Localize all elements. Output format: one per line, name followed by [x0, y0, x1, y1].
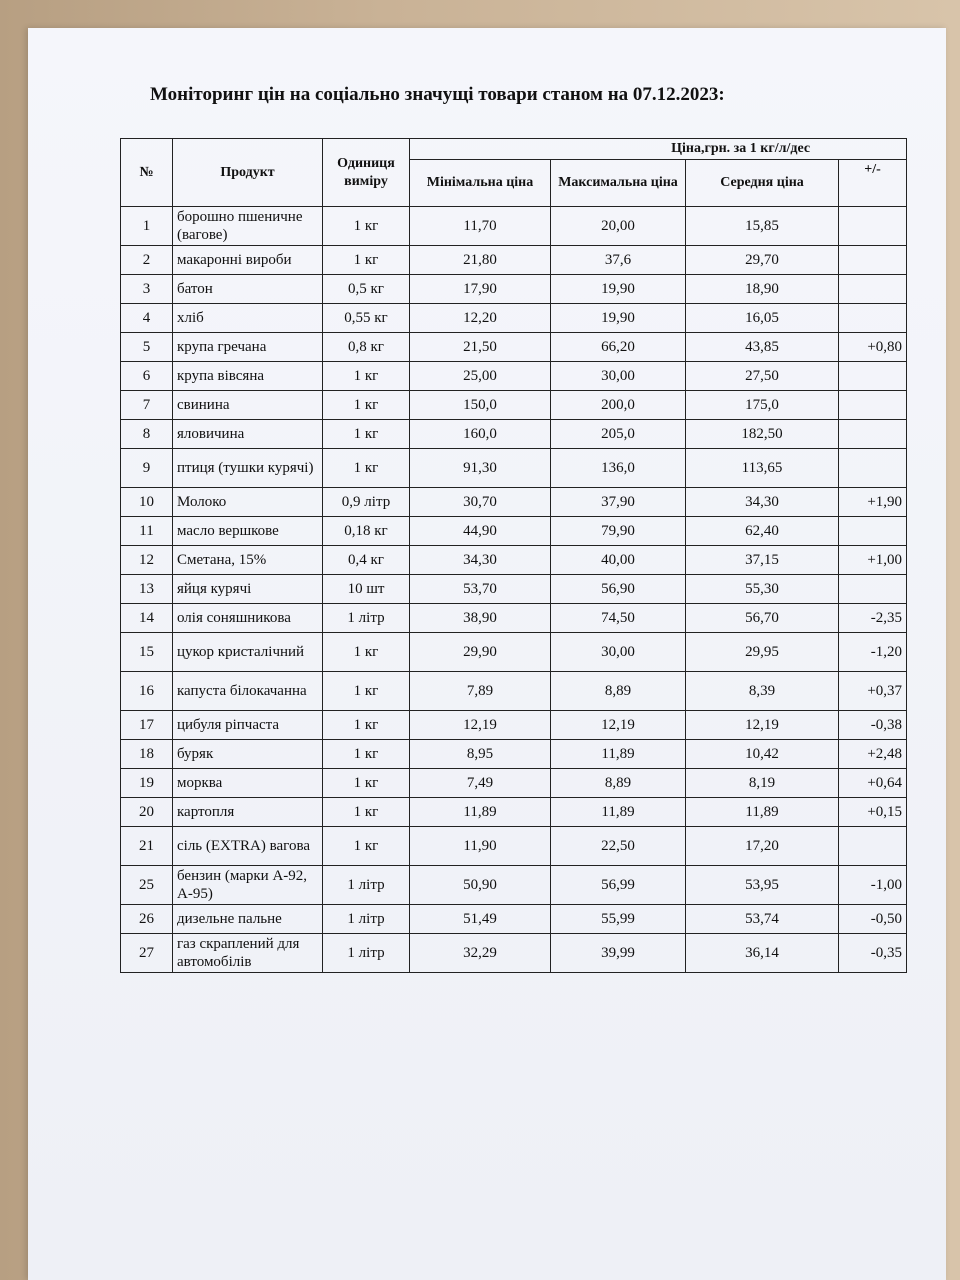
row-avg-price: 62,40 [686, 517, 839, 546]
row-product: буряк [173, 740, 323, 769]
row-number: 21 [121, 827, 173, 866]
row-number: 12 [121, 546, 173, 575]
table-row [121, 333, 907, 362]
row-product: свинина [173, 391, 323, 420]
row-min-price: 7,89 [410, 672, 551, 711]
row-product: хліб [173, 304, 323, 333]
header-number: № [121, 139, 173, 207]
row-number: 19 [121, 769, 173, 798]
row-min-price: 21,50 [410, 333, 551, 362]
row-change: +2,48 [839, 740, 907, 769]
row-avg-price: 55,30 [686, 575, 839, 604]
row-product: сіль (EXTRA) вагова [173, 827, 323, 866]
row-change [839, 207, 907, 246]
row-max-price: 19,90 [551, 275, 686, 304]
row-number: 16 [121, 672, 173, 711]
row-unit: 0,8 кг [323, 333, 410, 362]
row-min-price: 50,90 [410, 866, 551, 905]
row-number: 18 [121, 740, 173, 769]
table-row [121, 488, 907, 517]
row-avg-price: 17,20 [686, 827, 839, 866]
row-unit: 1 літр [323, 604, 410, 633]
row-min-price: 53,70 [410, 575, 551, 604]
table-row [121, 449, 907, 488]
header-product: Продукт [173, 139, 323, 207]
row-change [839, 575, 907, 604]
row-product: макаронні вироби [173, 246, 323, 275]
table-row [121, 827, 907, 866]
table-row [121, 798, 907, 827]
row-avg-price: 113,65 [686, 449, 839, 488]
row-max-price: 30,00 [551, 362, 686, 391]
row-product: крупа гречана [173, 333, 323, 362]
row-number: 17 [121, 711, 173, 740]
row-product: батон [173, 275, 323, 304]
row-min-price: 11,89 [410, 798, 551, 827]
row-unit: 1 кг [323, 798, 410, 827]
row-min-price: 21,80 [410, 246, 551, 275]
row-number: 25 [121, 866, 173, 905]
table-body [121, 207, 907, 973]
row-change: +0,37 [839, 672, 907, 711]
table-row [121, 246, 907, 275]
row-unit: 0,18 кг [323, 517, 410, 546]
table-row [121, 391, 907, 420]
table-row [121, 575, 907, 604]
row-min-price: 7,49 [410, 769, 551, 798]
table-row [121, 672, 907, 711]
row-min-price: 8,95 [410, 740, 551, 769]
row-number: 8 [121, 420, 173, 449]
row-product: капуста білокачанна [173, 672, 323, 711]
row-avg-price: 11,89 [686, 798, 839, 827]
row-max-price: 11,89 [551, 798, 686, 827]
table-row [121, 604, 907, 633]
row-number: 5 [121, 333, 173, 362]
row-avg-price: 53,74 [686, 905, 839, 934]
document-title: Моніторинг цін на соціально значущі товари станом на 07.12.2023: [150, 84, 725, 105]
row-min-price: 150,0 [410, 391, 551, 420]
table-row [121, 207, 907, 246]
table-row [121, 740, 907, 769]
row-avg-price: 15,85 [686, 207, 839, 246]
row-number: 4 [121, 304, 173, 333]
row-max-price: 37,90 [551, 488, 686, 517]
row-max-price: 74,50 [551, 604, 686, 633]
row-max-price: 136,0 [551, 449, 686, 488]
row-change: +0,64 [839, 769, 907, 798]
row-change [839, 275, 907, 304]
row-min-price: 11,90 [410, 827, 551, 866]
row-change [839, 362, 907, 391]
table-row [121, 362, 907, 391]
row-product: яловичина [173, 420, 323, 449]
row-avg-price: 43,85 [686, 333, 839, 362]
row-product: олія соняшникова [173, 604, 323, 633]
row-max-price: 66,20 [551, 333, 686, 362]
row-number: 13 [121, 575, 173, 604]
row-product: Молоко [173, 488, 323, 517]
table-row [121, 517, 907, 546]
header-avg-price: Середня ціна [686, 160, 839, 207]
header-min-price: Мінімальна ціна [410, 160, 551, 207]
row-max-price: 40,00 [551, 546, 686, 575]
row-max-price: 19,90 [551, 304, 686, 333]
row-max-price: 8,89 [551, 769, 686, 798]
row-change: +0,80 [839, 333, 907, 362]
row-change: +0,15 [839, 798, 907, 827]
row-min-price: 12,19 [410, 711, 551, 740]
row-max-price: 11,89 [551, 740, 686, 769]
row-max-price: 37,6 [551, 246, 686, 275]
row-product: морква [173, 769, 323, 798]
row-unit: 1 кг [323, 711, 410, 740]
row-change: -0,50 [839, 905, 907, 934]
row-product: борошно пшеничне (вагове) [173, 207, 323, 246]
row-min-price: 25,00 [410, 362, 551, 391]
row-avg-price: 36,14 [686, 934, 839, 973]
row-unit: 1 літр [323, 866, 410, 905]
row-min-price: 38,90 [410, 604, 551, 633]
row-change [839, 517, 907, 546]
row-avg-price: 34,30 [686, 488, 839, 517]
row-unit: 1 літр [323, 934, 410, 973]
header-unit: Одиниця виміру [323, 139, 410, 207]
table-row [121, 934, 907, 973]
row-number: 2 [121, 246, 173, 275]
row-change [839, 449, 907, 488]
row-product: яйця курячі [173, 575, 323, 604]
row-change: +1,90 [839, 488, 907, 517]
row-unit: 1 кг [323, 391, 410, 420]
row-max-price: 12,19 [551, 711, 686, 740]
row-unit: 1 кг [323, 246, 410, 275]
row-change [839, 246, 907, 275]
header-change: +/- [839, 160, 907, 207]
row-max-price: 30,00 [551, 633, 686, 672]
row-avg-price: 29,95 [686, 633, 839, 672]
row-number: 20 [121, 798, 173, 827]
row-product: птиця (тушки курячі) [173, 449, 323, 488]
row-number: 27 [121, 934, 173, 973]
row-avg-price: 56,70 [686, 604, 839, 633]
table-row [121, 769, 907, 798]
row-product: картопля [173, 798, 323, 827]
row-number: 14 [121, 604, 173, 633]
row-change: -2,35 [839, 604, 907, 633]
row-unit: 10 шт [323, 575, 410, 604]
row-avg-price: 29,70 [686, 246, 839, 275]
row-change: -1,20 [839, 633, 907, 672]
row-min-price: 34,30 [410, 546, 551, 575]
row-number: 11 [121, 517, 173, 546]
row-number: 1 [121, 207, 173, 246]
row-min-price: 160,0 [410, 420, 551, 449]
row-min-price: 30,70 [410, 488, 551, 517]
row-number: 10 [121, 488, 173, 517]
table-row [121, 546, 907, 575]
row-number: 15 [121, 633, 173, 672]
row-product: масло вершкове [173, 517, 323, 546]
row-min-price: 44,90 [410, 517, 551, 546]
header-max-price: Максимальна ціна [551, 160, 686, 207]
table-row [121, 420, 907, 449]
row-min-price: 17,90 [410, 275, 551, 304]
row-product: цибуля ріпчаста [173, 711, 323, 740]
row-max-price: 200,0 [551, 391, 686, 420]
row-change [839, 420, 907, 449]
row-avg-price: 27,50 [686, 362, 839, 391]
row-unit: 1 кг [323, 362, 410, 391]
table-row [121, 866, 907, 905]
row-number: 26 [121, 905, 173, 934]
row-unit: 1 кг [323, 740, 410, 769]
row-avg-price: 175,0 [686, 391, 839, 420]
table-row [121, 905, 907, 934]
row-number: 7 [121, 391, 173, 420]
price-table [120, 138, 907, 973]
row-unit: 1 кг [323, 672, 410, 711]
row-avg-price: 8,19 [686, 769, 839, 798]
row-min-price: 11,70 [410, 207, 551, 246]
row-max-price: 56,90 [551, 575, 686, 604]
row-unit: 1 кг [323, 827, 410, 866]
row-change [839, 304, 907, 333]
row-avg-price: 16,05 [686, 304, 839, 333]
row-unit: 1 кг [323, 449, 410, 488]
row-max-price: 22,50 [551, 827, 686, 866]
row-change: -0,38 [839, 711, 907, 740]
row-unit: 1 літр [323, 905, 410, 934]
row-unit: 1 кг [323, 207, 410, 246]
table-header [121, 139, 907, 207]
row-product: цукор кристалічний [173, 633, 323, 672]
row-avg-price: 10,42 [686, 740, 839, 769]
row-change: +1,00 [839, 546, 907, 575]
row-unit: 0,9 літр [323, 488, 410, 517]
row-avg-price: 8,39 [686, 672, 839, 711]
row-min-price: 29,90 [410, 633, 551, 672]
row-avg-price: 18,90 [686, 275, 839, 304]
row-avg-price: 53,95 [686, 866, 839, 905]
row-unit: 1 кг [323, 420, 410, 449]
row-max-price: 79,90 [551, 517, 686, 546]
row-product: дизельне пальне [173, 905, 323, 934]
row-min-price: 12,20 [410, 304, 551, 333]
table-row [121, 633, 907, 672]
row-change: -1,00 [839, 866, 907, 905]
row-max-price: 8,89 [551, 672, 686, 711]
header-price-group: Ціна,грн. за 1 кг/л/дес [410, 139, 907, 160]
row-max-price: 56,99 [551, 866, 686, 905]
row-min-price: 32,29 [410, 934, 551, 973]
row-unit: 0,4 кг [323, 546, 410, 575]
row-avg-price: 37,15 [686, 546, 839, 575]
row-number: 9 [121, 449, 173, 488]
row-number: 3 [121, 275, 173, 304]
row-avg-price: 12,19 [686, 711, 839, 740]
row-product: крупа вівсяна [173, 362, 323, 391]
row-number: 6 [121, 362, 173, 391]
row-max-price: 205,0 [551, 420, 686, 449]
row-min-price: 51,49 [410, 905, 551, 934]
row-unit: 0,55 кг [323, 304, 410, 333]
row-unit: 1 кг [323, 769, 410, 798]
row-min-price: 91,30 [410, 449, 551, 488]
row-avg-price: 182,50 [686, 420, 839, 449]
row-max-price: 20,00 [551, 207, 686, 246]
row-max-price: 55,99 [551, 905, 686, 934]
row-unit: 1 кг [323, 633, 410, 672]
row-product: Сметана, 15% [173, 546, 323, 575]
row-unit: 0,5 кг [323, 275, 410, 304]
row-max-price: 39,99 [551, 934, 686, 973]
row-product: бензин (марки А-92, А-95) [173, 866, 323, 905]
row-change: -0,35 [839, 934, 907, 973]
row-change [839, 391, 907, 420]
table-row [121, 275, 907, 304]
row-change [839, 827, 907, 866]
table-row [121, 304, 907, 333]
table-row [121, 711, 907, 740]
row-product: газ скраплений для автомобілів [173, 934, 323, 973]
